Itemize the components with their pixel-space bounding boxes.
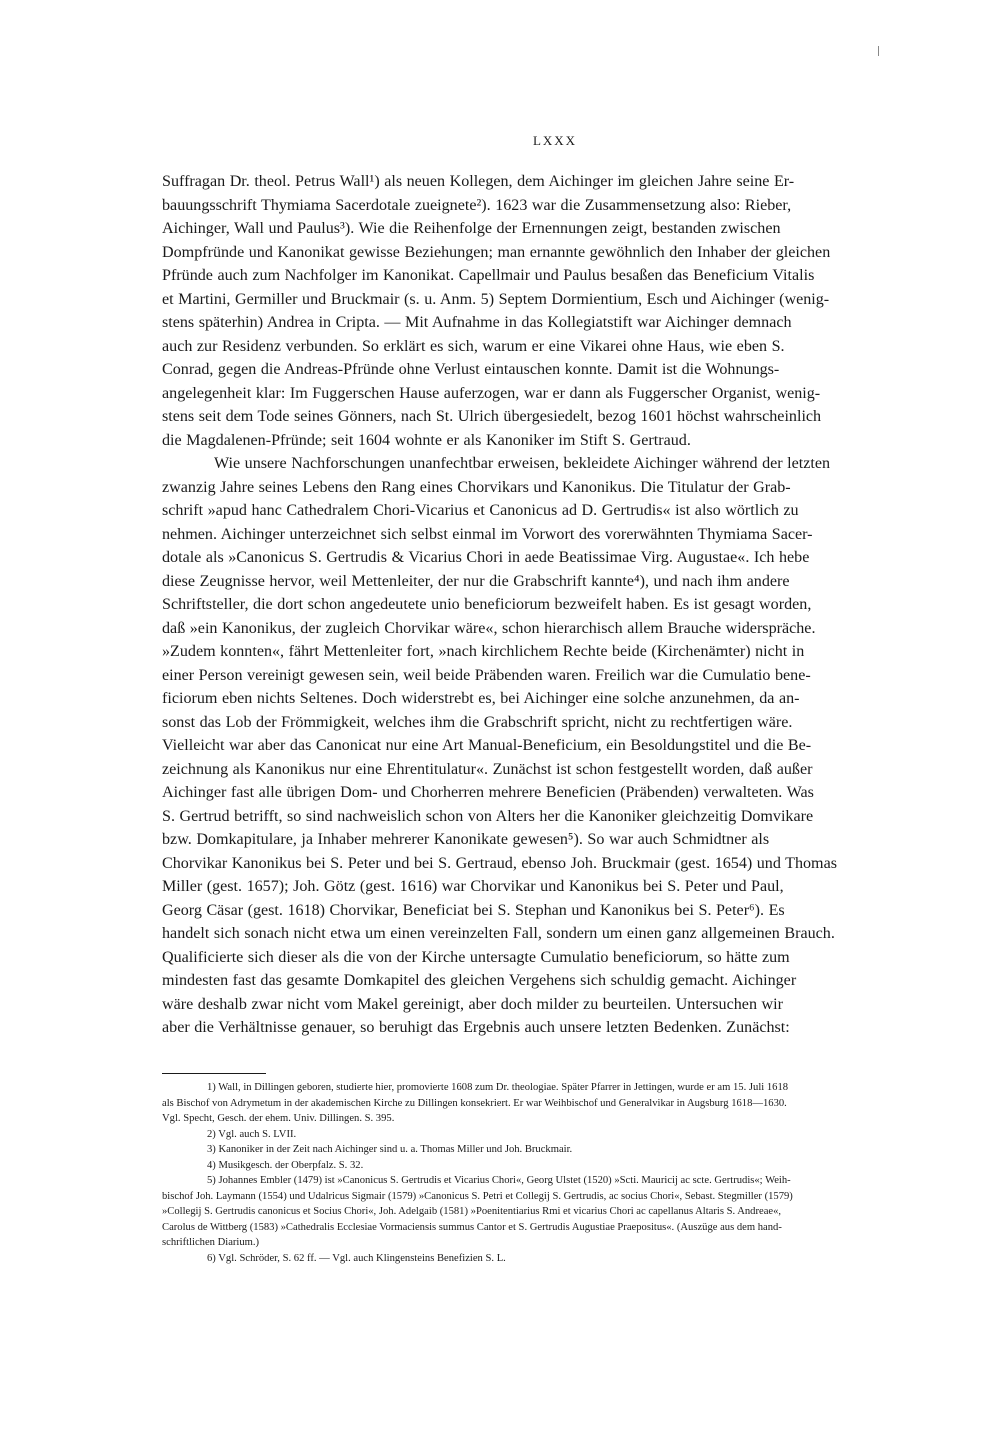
footnote-line: 6) Vgl. Schröder, S. 62 ff. — Vgl. auch Klingensteins Benefizien S. L. bbox=[207, 1252, 506, 1264]
text-line: diese Zeugnisse hervor, weil Mettenleiter, der nur die Grabschrift kannte⁴), und nach ihm andere bbox=[162, 572, 790, 590]
text-line: aber die Verhältnisse genauer, so beruhigt das Ergebnis auch unsere letzten Bedenken. Zunächst: bbox=[162, 1019, 790, 1036]
text-line: Miller (gest. 1657); Joh. Götz (gest. 1616) war Chorvikar und Kanonikus bei S. Peter und Paul, bbox=[162, 878, 784, 895]
text-line: Vielleicht war aber das Canonicat nur eine Art Manual-Beneficium, ein Besoldungstitel und die Be- bbox=[162, 737, 812, 754]
text-line: zeichnung als Kanonikus nur eine Ehrentitulatur«. Zunächst ist schon festgestellt worden, daß außer bbox=[162, 760, 813, 778]
text-line: auch zur Residenz verbunden. So erklärt es sich, warum er eine Vikarei ohne Haus, wie eben S. bbox=[162, 337, 785, 355]
text-line: Dompfründe und Kanonikat gewisse Beziehungen; man ernannte gewöhnlich den Inhaber der gleichen bbox=[162, 243, 831, 261]
text-line: Aichinger fast alle übrigen Dom- und Chorherren mehrere Beneficien (Präbenden) verwalteten. Was bbox=[162, 784, 814, 801]
footnote-line: Carolus de Wittberg (1583) »Cathedralis Ecclesiae Vormaciensis summus Cantor et S. Gertrudis Augustiae Praepositus«. (Auszüge aus dem hand- bbox=[162, 1221, 782, 1233]
text-line: die Magdalenen-Pfründe; seit 1604 wohnte er als Kanoniker im Stift S. Gertraud. bbox=[162, 431, 691, 449]
text-line: stens späterhin) Andrea in Cripta. — Mit Aufnahme in das Kollegiatstift war Aichinger demnach bbox=[162, 314, 792, 331]
text-line: Aichinger, Wall und Paulus³). Wie die Reihenfolge der Ernennungen zeigt, bestanden zwischen bbox=[162, 220, 781, 237]
footnote bbox=[162, 1251, 940, 1267]
text-line: angelegenheit klar: Im Fuggerschen Hause auferzogen, war er dann als Fuggerscher Organist, wenig- bbox=[162, 384, 821, 402]
footnote bbox=[162, 1158, 940, 1174]
text-line: sonst das Lob der Frömmigkeit, welches ihm die Grabschrift spricht, nicht zu rechtfertigen wäre. bbox=[162, 713, 793, 731]
text-line: Suffragan Dr. theol. Petrus Wall¹) als neuen Kollegen, dem Aichinger im gleichen Jahre seine Er- bbox=[162, 173, 795, 190]
text-line: Qualificierte sich dieser als die von der Kirche untersagte Cumulatio beneficiorum, so hätte zum bbox=[162, 948, 790, 966]
footnotes bbox=[162, 1080, 940, 1266]
text-line: zwanzig Jahre seines Lebens den Rang eines Chorvikars und Kanonikus. Die Titulatur der Grab- bbox=[162, 478, 791, 496]
text-line: et Martini, Germiller und Bruckmair (s. u. Anm. 5) Septem Dormientium, Esch und Aichinger (wenig- bbox=[162, 290, 830, 308]
footnote-line: 5) Johannes Embler (1479) ist »Canonicus S. Gertrudis et Vicarius Chori«, Georg Ulstet (1520) »Scti. Mauricij ac scte. Gertrudis«; Weih- bbox=[207, 1175, 791, 1186]
text-line: Schriftsteller, die dort schon angedeutete unio beneficiorum bezweifelt haben. Es ist gesagt worden, bbox=[162, 596, 812, 613]
text-line: ficiorum eben nichts Seltenes. Doch widerstrebt es, bei Aichinger eine solche anzunehmen, da an- bbox=[162, 690, 800, 707]
footnote-line: 3) Kanoniker in der Zeit nach Aichinger sind u. a. Thomas Miller und Joh. Bruckmair. bbox=[207, 1144, 573, 1155]
footnote-line: Vgl. Specht, Gesch. der ehem. Univ. Dillingen. S. 395. bbox=[162, 1113, 395, 1124]
text-line: bzw. Domkapitulare, ja Inhaber mehrerer Kanonikate gewesen⁵). So war auch Schmidtner als bbox=[162, 831, 770, 848]
text-line: daß »ein Kanonikus, der zugleich Chorvikar wäre«, schon hierarchisch allem Brauche widerspräche. bbox=[162, 619, 816, 637]
text-line: schrift »apud hanc Cathedralem Chori-Vicarius et Canonicus ad D. Gertrudis« ist also wörtlich zu bbox=[162, 502, 799, 519]
footnote-line: schriftlichen Diarium.) bbox=[162, 1237, 260, 1248]
text-line: bauungsschrift Thymiama Sacerdotale zueignete²). 1623 war die Zusammensetzung also: Rieber, bbox=[162, 196, 792, 214]
text-line: Wie unsere Nachforschungen unanfechtbar erweisen, bekleidete Aichinger während der letzten bbox=[214, 455, 831, 472]
text-line: nehmen. Aichinger unterzeichnet sich selbst einmal im Vorwort des vorerwähnten Thymiama Sacer- bbox=[162, 525, 813, 543]
footnote-line: 2) Vgl. auch S. LVII. bbox=[207, 1128, 297, 1140]
paragraph bbox=[162, 452, 940, 1040]
text-line: stens seit dem Tode seines Gönners, nach St. Ulrich übergesiedelt, bezog 1601 höchst wahrscheinlich bbox=[162, 408, 822, 425]
text-line: dotale als »Canonicus S. Gertrudis & Vicarius Chori in aede Beatissimae Virg. Augustae«. Ich hebe bbox=[162, 549, 810, 566]
text-line: wäre deshalb zwar nicht vom Makel gereinigt, aber doch milder zu beurteilen. Untersuchen wir bbox=[162, 995, 783, 1013]
text-line: handelt sich sonach nicht etwa um einen vereinzelten Fall, sondern um einen ganz allgemeinen Brauch. bbox=[162, 925, 835, 942]
footnote-line: als Bischof von Adrymetum in der akademischen Kirche zu Dillingen konsekriert. Er war Weihbischof und Generalvikar in Augsburg 1618—1630. bbox=[162, 1097, 787, 1109]
text-line: mindesten fast das gesamte Domkapitel des gleichen Vergehens sich schuldig gemacht. Aichinger bbox=[162, 972, 797, 989]
text-line: S. Gertrud betrifft, so sind nachweislich schon von Alters her die Kanoniker gleichzeitig Domvikare bbox=[162, 807, 814, 825]
footnote bbox=[162, 1142, 940, 1158]
text-line: »Zudem konnten«, fährt Mettenleiter fort, »nach kirchlichem Rechte beide (Kirchenämter) nicht in bbox=[162, 643, 805, 660]
footnote bbox=[162, 1080, 940, 1127]
footnote-line: 4) Musikgesch. der Oberpfalz. S. 32. bbox=[207, 1159, 364, 1171]
text-line: Pfründe auch zum Nachfolger im Kanonikat. Capellmair und Paulus besaßen das Beneficium Vitalis bbox=[162, 267, 815, 284]
footnote-divider bbox=[162, 1073, 266, 1074]
text-line: Chorvikar Kanonikus bei S. Peter und bei S. Gertraud, ebenso Joh. Bruckmair (gest. 1654) und Thomas bbox=[162, 854, 837, 872]
paragraph bbox=[162, 170, 940, 452]
text-line: einer Person vereinigt gewesen sein, weil beide Präbenden waren. Freilich war die Cumulatio bene- bbox=[162, 666, 811, 684]
footnote-line: »Collegij S. Gertrudis canonicus et Socius Chori«, Joh. Adelgaib (1581) »Poenitentiarius Rmi et vicarius Chori ac capellanus Altaris S. Andreae«, bbox=[162, 1206, 782, 1217]
footnote-line: bischof Joh. Laymann (1554) und Udalricus Sigmair (1579) »Canonicus S. Petri et Collegij S. Gertrudis, ac socius Chori«, Sebast. Stegmiller (1579) bbox=[162, 1190, 793, 1202]
text-line: Georg Cäsar (gest. 1618) Chorvikar, Beneficiat bei S. Stephan und Kanonikus bei S. Peter⁶). Es bbox=[162, 901, 785, 919]
footnote bbox=[162, 1173, 940, 1251]
page-number: LXXX bbox=[532, 133, 578, 148]
footnote-line: 1) Wall, in Dillingen geboren, studierte hier, promovierte 1608 zum Dr. theologiae. Später Pfarrer in Jettingen, wurde er am 15. Juli 1618 bbox=[207, 1082, 789, 1093]
text-line: Conrad, gegen die Andreas-Pfründe ohne Verlust eintauschen konnte. Damit ist die Wohnungs- bbox=[162, 361, 780, 378]
margin-mark bbox=[878, 46, 879, 56]
footnote bbox=[162, 1127, 940, 1143]
main-text bbox=[162, 170, 940, 1040]
